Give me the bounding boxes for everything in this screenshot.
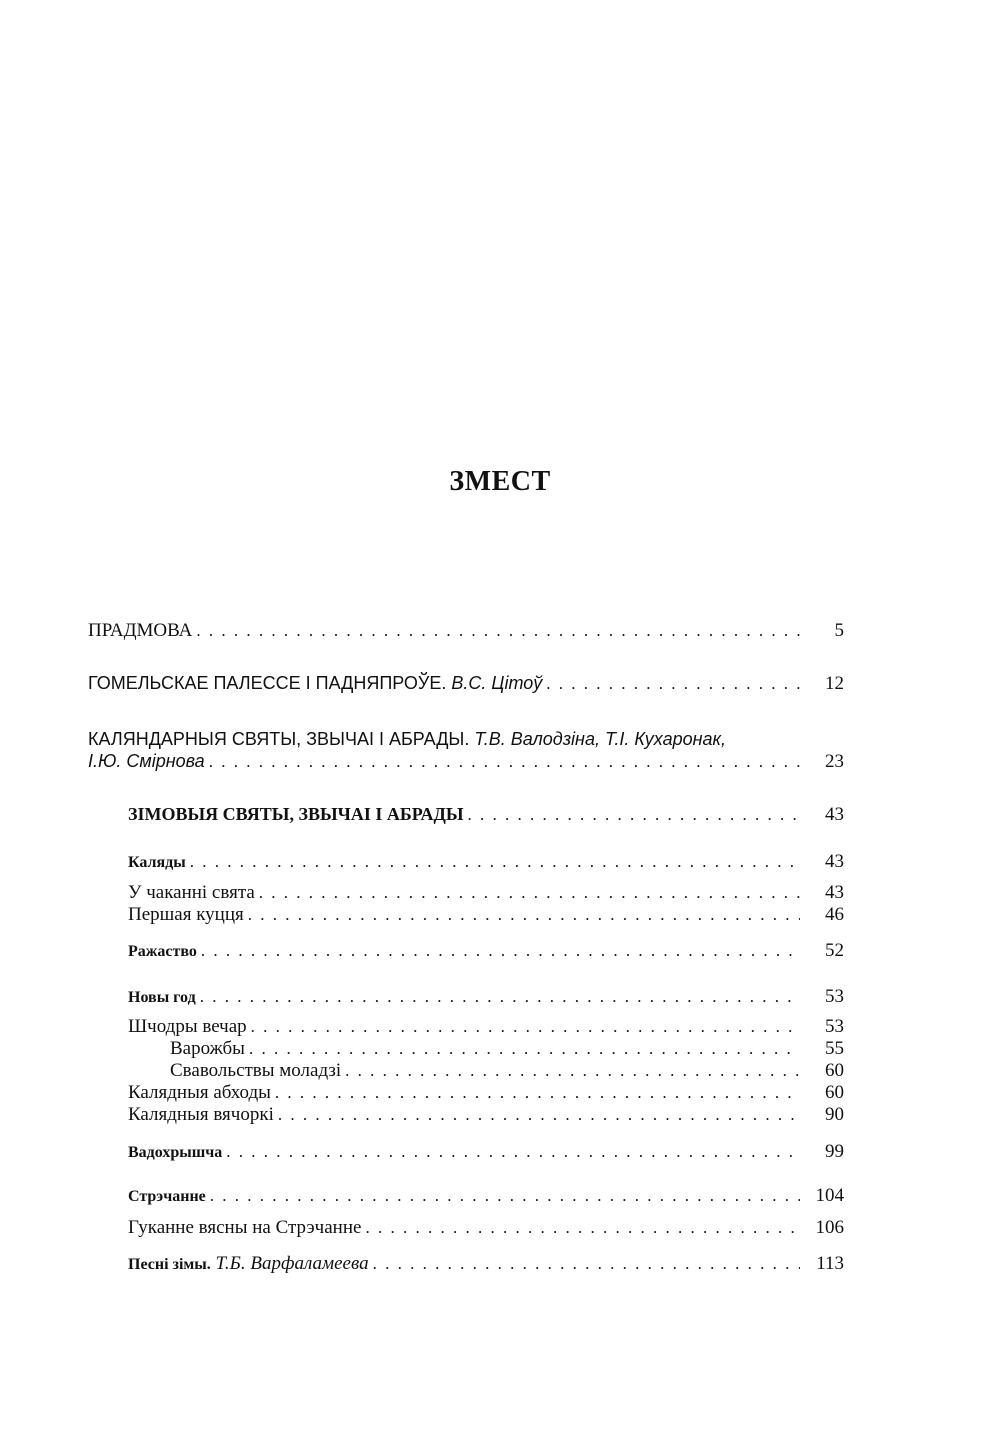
toc-entry-page: 53 [825, 986, 844, 1007]
toc-entry-title: ПРАДМОВА [88, 620, 193, 641]
toc-entry-kaliadnyia-viachorki[interactable] [128, 1104, 844, 1126]
leader-dots [196, 620, 800, 642]
toc-entry-title: Вадохрышча [128, 1144, 223, 1161]
toc-entry-title: Варожбы [170, 1038, 245, 1059]
leader-dots [251, 1016, 800, 1038]
toc-entry-page: 53 [825, 1016, 844, 1037]
toc-entry-title: Гуканне вясны на Стрэчанне [128, 1217, 362, 1238]
leader-dots [278, 1104, 800, 1126]
toc-entry-author: Т.В. Валодзіна, Т.І. Кухаронак, [474, 729, 727, 749]
leader-dots [226, 1141, 800, 1163]
toc-entry-razhastva[interactable] [128, 940, 844, 963]
toc-entry-title: Шчодры вечар [128, 1016, 247, 1037]
toc-entry-page: 90 [825, 1104, 844, 1125]
toc-entry-page: 43 [825, 851, 844, 872]
leader-dots [210, 1185, 800, 1207]
toc-entry-gukanne[interactable] [128, 1217, 844, 1239]
toc-entry-page: 5 [834, 620, 844, 641]
toc-entry-kaliady[interactable] [128, 851, 844, 874]
toc-entry-title: Ражаство [128, 943, 197, 960]
toc-entry-kaliadnyia-abkhody[interactable] [128, 1082, 844, 1104]
toc-entry-page: 52 [825, 940, 844, 961]
toc-entry-title [88, 672, 542, 694]
toc-entry-page: 60 [825, 1082, 844, 1103]
toc-entry-shchodry-vechar[interactable] [128, 1016, 844, 1038]
toc-entry-page: 99 [825, 1141, 844, 1162]
leader-dots [200, 986, 800, 1008]
toc-entry-title: Каляды [128, 854, 186, 871]
toc-entry-pesni-zimy[interactable] [128, 1253, 844, 1276]
toc-entry-u-chakanni[interactable] [128, 882, 844, 904]
leader-dots [275, 1082, 800, 1104]
toc-entry-zimovyia[interactable] [128, 803, 844, 826]
leader-dots [201, 940, 800, 962]
toc-entry-page: 106 [815, 1217, 844, 1238]
toc-entry-page: 23 [825, 751, 844, 772]
toc-entry-title: Новы год [128, 989, 196, 1006]
toc-entry-title-text: ГОМЕЛЬСКАЕ ПАЛЕССЕ І ПАДНЯПРОЎЕ. [88, 673, 447, 693]
toc-entry-title [128, 1253, 369, 1276]
toc-entry-title: Калядныя вячоркі [128, 1104, 274, 1125]
toc-entry-author: І.Ю. Смірнова [88, 751, 205, 771]
toc-entry-title-text: Песні зімы. [128, 1256, 211, 1273]
toc-entry-kaliandarnyia-line2[interactable] [88, 750, 844, 773]
toc-entry-page: 46 [825, 904, 844, 925]
toc-entry-pershaia-kuccia[interactable] [128, 904, 844, 926]
leader-dots [190, 851, 800, 873]
toc-entry-vadakhryshcha[interactable] [128, 1141, 844, 1164]
toc-entry-title: Першая куцця [128, 904, 244, 925]
toc-entry-title: Свавольствы моладзі [170, 1060, 342, 1081]
toc-entry-page: 60 [825, 1060, 844, 1081]
toc-entry-page: 43 [825, 804, 844, 825]
leader-dots [248, 904, 800, 926]
toc-entry-page: 12 [825, 673, 844, 694]
page-title: ЗМЕСТ [449, 466, 551, 497]
leader-dots [249, 1038, 800, 1060]
toc-entry-novy-god[interactable] [128, 986, 844, 1009]
toc-entry-svavolstvy[interactable] [170, 1060, 844, 1082]
leader-dots [209, 751, 800, 773]
leader-dots [373, 1253, 800, 1275]
toc-entry-title: ЗІМОВЫЯ СВЯТЫ, ЗВЫЧАІ І АБРАДЫ [128, 804, 464, 824]
toc-entry-page: 55 [825, 1038, 844, 1059]
toc-entry-pradmova[interactable] [88, 620, 844, 642]
toc-entry-title-text: КАЛЯНДАРНЫЯ СВЯТЫ, ЗВЫЧАІ І АБРАДЫ. [88, 729, 470, 749]
leader-dots [546, 673, 800, 695]
leader-dots [468, 804, 800, 826]
toc-entry-title [88, 750, 205, 772]
toc-entry-title: Калядныя абходы [128, 1082, 271, 1103]
toc-entry-title: Стрэчанне [128, 1188, 206, 1205]
toc-entry-varozhby[interactable] [170, 1038, 844, 1060]
toc-entry-page: 43 [825, 882, 844, 903]
toc-entry-title: У чаканні свята [128, 882, 255, 903]
leader-dots [345, 1060, 800, 1082]
toc-entry-kaliandarnyia-line1[interactable] [88, 728, 726, 750]
toc-entry-author: В.С. Цітоў [451, 673, 543, 693]
toc-entry-gomelskae[interactable] [88, 672, 844, 695]
toc-entry-page: 104 [815, 1185, 844, 1206]
toc-entry-strechanne[interactable] [128, 1185, 844, 1208]
leader-dots [365, 1217, 800, 1239]
leader-dots [259, 882, 800, 904]
toc-entry-author: Т.Б. Варфаламеева [215, 1253, 369, 1274]
toc-entry-page: 113 [816, 1253, 844, 1274]
